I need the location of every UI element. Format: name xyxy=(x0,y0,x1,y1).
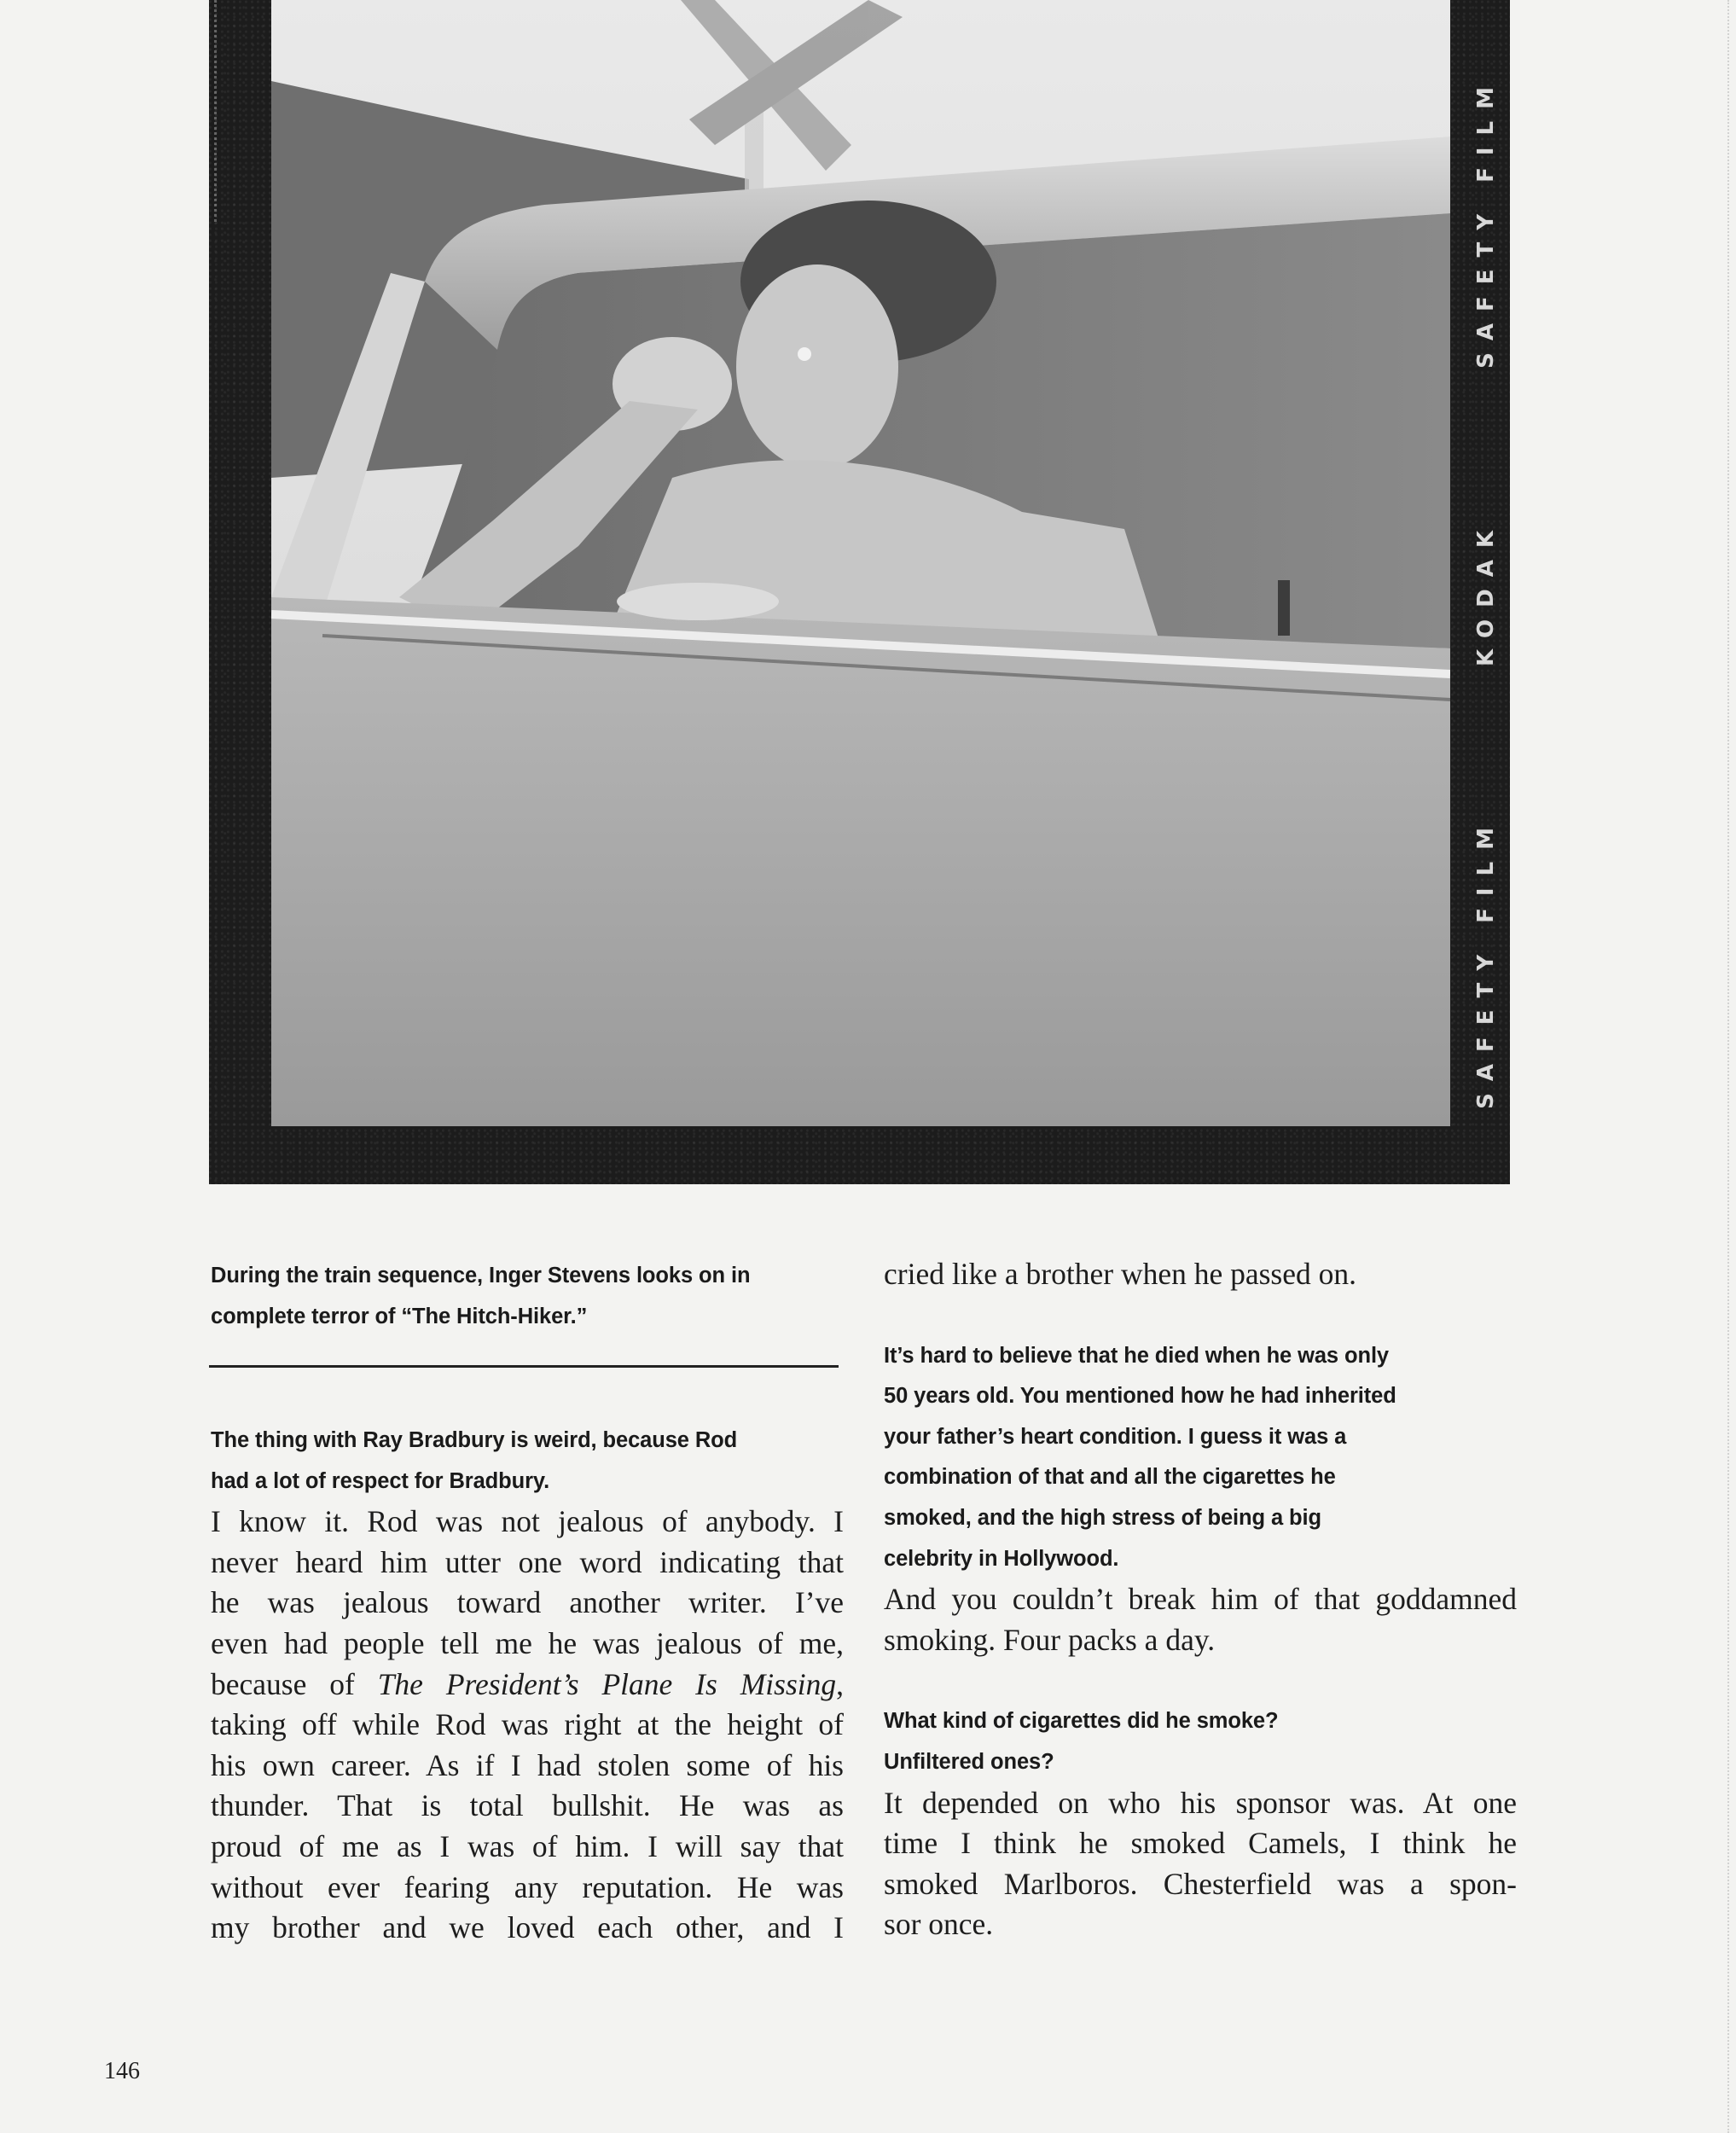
page-number: 146 xyxy=(104,2058,140,2084)
woman-face xyxy=(736,264,898,469)
interview-answer: And you couldn’t break him of that goddamned smoking. Four packs a day. xyxy=(884,1582,1517,1657)
caption-text: During the train sequence, Inger Stevens looks on in complete terror of “The Hitch-Hiker.” xyxy=(211,1264,751,1328)
interview-question: What kind of cigarettes did he smoke? Unfiltered ones? xyxy=(884,1709,1279,1774)
film-edge-text: KODAK xyxy=(1473,518,1499,666)
left-column xyxy=(211,1421,844,1949)
interview-question: It’s hard to believe that he died when he was only 50 years old. You mentioned how he had inherited your father’s heart condition. I guess it was a combination of that and all the cigarettes he smoked, and the high stress of being a big celebrity in Hollywood. xyxy=(884,1343,1396,1571)
door-lock-pin xyxy=(1278,580,1290,636)
photograph xyxy=(271,0,1450,1126)
interview-question: The thing with Ray Bradbury is weird, because Rod had a lot of respect for Bradbury. xyxy=(211,1428,738,1493)
interview-answer: I know it. Rod was not jealous of anybody. I never heard him utter one word indicating that he was jealous toward another writer. I’ve even had people tell me he was jealous of me, because of The President’s Plane Is Missing, taking off while Rod was right at the height of his own career. As if I had stolen some of his thunder. That is total bullshit. He was as proud of me as I was of him. I will say that without ever fearing any reputation. He was my brother and we loved each other, and I xyxy=(211,1504,845,1945)
photo-caption xyxy=(211,1256,844,1337)
page-edge xyxy=(1726,0,1729,2133)
interview-answer: It depended on who his sponsor was. At one time I think he smoked Camels, I think he smoked Marlboros. Chesterfield was a spon- sor once. xyxy=(884,1785,1517,1942)
photo-illustration xyxy=(271,0,1450,1126)
answer-continuation: cried like a brother when he passed on. xyxy=(884,1257,1356,1291)
film-edge-text: SAFETY FILM xyxy=(1473,816,1499,1110)
woman-hand xyxy=(617,583,779,620)
film-edge-text: SAFETY FILM xyxy=(1473,74,1499,369)
earring xyxy=(798,347,811,361)
book-title: The President’s Plane Is Missing xyxy=(377,1666,837,1701)
answer-line-with-title: because of The President’s Plane Is Missing, xyxy=(211,1666,845,1701)
film-edge-markings xyxy=(1469,0,1503,1184)
car-door xyxy=(271,597,1450,1126)
caption-divider xyxy=(209,1365,839,1368)
right-column xyxy=(884,1254,1517,1945)
photo-frame xyxy=(209,0,1510,1184)
film-sprocket-marks xyxy=(214,0,230,222)
